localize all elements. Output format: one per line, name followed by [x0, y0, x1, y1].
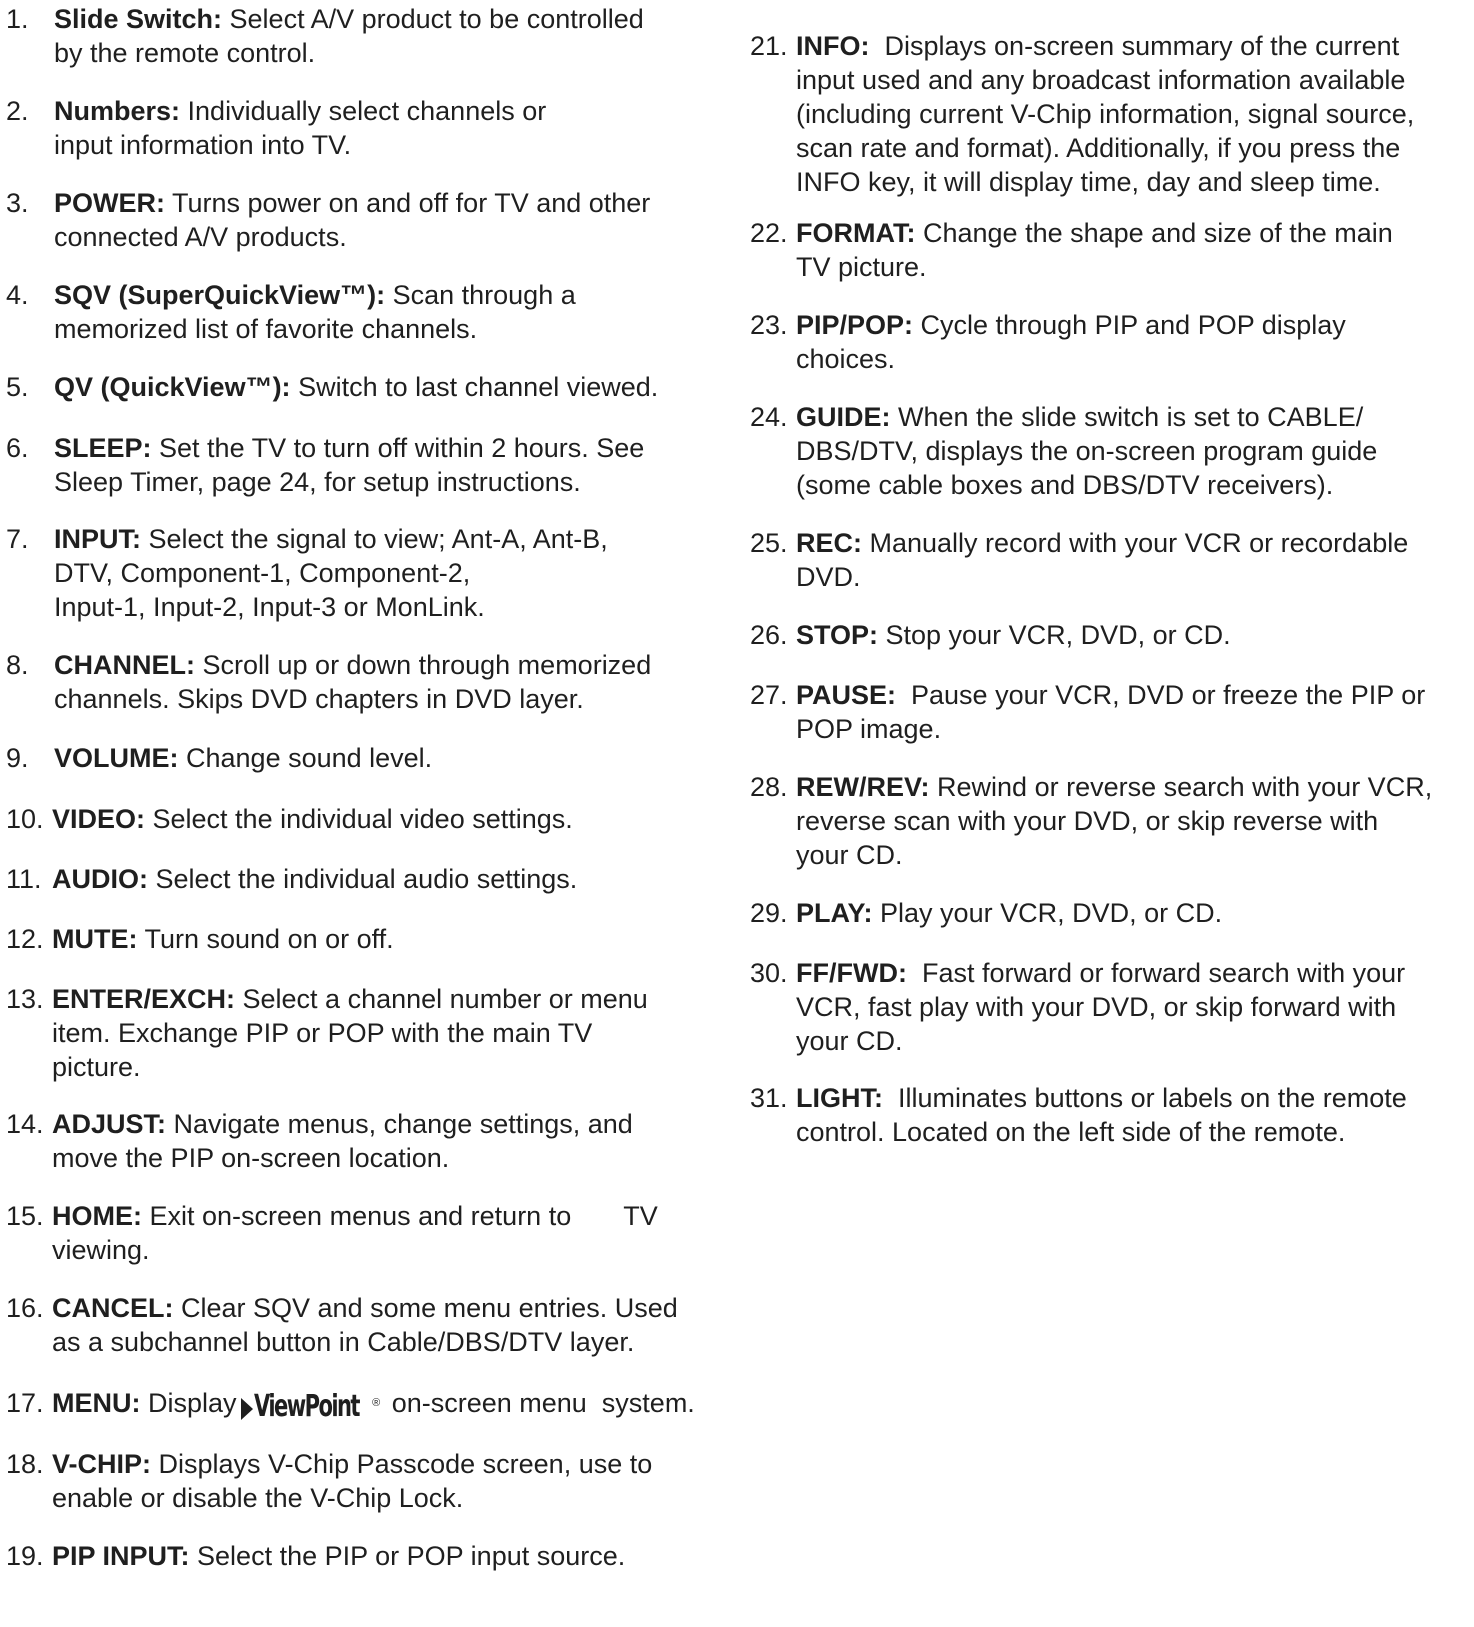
item-text-cont: input information into TV. — [54, 130, 352, 160]
list-item — [6, 741, 710, 775]
item-number: 29. — [750, 898, 788, 928]
list-item — [6, 862, 710, 896]
list-item — [750, 896, 1470, 930]
item-text: Exit on-screen menus and return to TV — [142, 1201, 658, 1231]
item-term: QV (QuickView™): — [54, 372, 291, 402]
item-number: 12. — [6, 924, 44, 954]
item-text-cont: control. Located on the left side of the remote. — [796, 1117, 1346, 1147]
item-text: Fast forward or forward search with your — [906, 958, 1406, 988]
item-term: V-CHIP: — [52, 1449, 152, 1479]
item-text-cont: your CD. — [796, 1026, 903, 1056]
item-text-cont: input used and any broadcast information available — [796, 65, 1406, 95]
item-text-cont: memorized list of favorite channels. — [54, 314, 478, 344]
item-text: Turns power on and off for TV and other — [165, 188, 651, 218]
item-term: CHANNEL: — [54, 650, 195, 680]
item-text: Manually record with your VCR or recordable — [862, 528, 1409, 558]
item-term: MENU: — [52, 1388, 141, 1418]
list-item — [6, 982, 710, 1084]
list-item — [6, 1199, 710, 1267]
item-term: FORMAT: — [796, 218, 916, 248]
registered-mark: ® — [372, 1397, 381, 1409]
item-term: FF/FWD: — [796, 958, 907, 988]
item-number: 10. — [6, 804, 44, 834]
item-number: 8. — [6, 650, 29, 680]
list-item — [6, 431, 710, 499]
item-term: POWER: — [54, 188, 165, 218]
item-term: PIP/POP: — [796, 310, 914, 340]
item-number: 4. — [6, 280, 29, 310]
item-text: Display — [140, 1388, 237, 1418]
list-item — [750, 770, 1470, 872]
item-number: 18. — [6, 1449, 44, 1479]
item-number: 15. — [6, 1201, 44, 1231]
item-term: INFO: — [796, 31, 870, 61]
list-item — [6, 278, 710, 346]
item-text: Select the signal to view; Ant-A, Ant-B, — [141, 524, 608, 554]
item-text-cont: channels. Skips DVD chapters in DVD layer. — [54, 684, 584, 714]
item-number: 27. — [750, 680, 788, 710]
item-number: 19. — [6, 1541, 44, 1571]
item-text: Select the individual video settings. — [145, 804, 573, 834]
item-term: CANCEL: — [52, 1293, 174, 1323]
item-number: 2. — [6, 96, 29, 126]
list-item — [750, 400, 1470, 502]
item-text: Play your VCR, DVD, or CD. — [872, 898, 1223, 928]
item-text-cont: TV picture. — [796, 252, 927, 282]
item-text-cont: reverse scan with your DVD, or skip reverse with — [796, 806, 1379, 836]
item-term: REW/REV: — [796, 772, 930, 802]
item-number: 7. — [6, 524, 29, 554]
item-text-cont: POP image. — [796, 714, 942, 744]
list-item — [750, 678, 1470, 746]
list-item — [750, 308, 1470, 376]
item-text-cont: move the PIP on-screen location. — [52, 1143, 450, 1173]
item-text-cont: enable or disable the V-Chip Lock. — [52, 1483, 464, 1513]
item-text-after: on-screen menu system. — [384, 1388, 695, 1418]
item-text-cont: DTV, Component-1, Component-2, — [54, 558, 471, 588]
item-text-cont: scan rate and format). Additionally, if you press the — [796, 133, 1401, 163]
list-item — [750, 1081, 1470, 1149]
viewpoint-logo-text: ViewPoint — [253, 1389, 359, 1424]
item-term: AUDIO: — [52, 864, 148, 894]
item-number: 26. — [750, 620, 788, 650]
list-item — [750, 29, 1470, 199]
item-term: HOME: — [52, 1201, 142, 1231]
item-number: 5. — [6, 372, 29, 402]
item-text-cont: Input-1, Input-2, Input-3 or MonLink. — [54, 592, 485, 622]
item-text: Scan through a — [385, 280, 576, 310]
item-text-cont: by the remote control. — [54, 38, 316, 68]
item-text-cont: connected A/V products. — [54, 222, 347, 252]
item-term: LIGHT: — [796, 1083, 883, 1113]
item-term: SQV (SuperQuickView™): — [54, 280, 386, 310]
item-number: 24. — [750, 402, 788, 432]
item-text: Select the PIP or POP input source. — [189, 1541, 626, 1571]
list-item — [6, 1107, 710, 1175]
item-text: Change sound level. — [178, 743, 433, 773]
item-number: 28. — [750, 772, 788, 802]
list-item — [750, 618, 1470, 652]
item-text: Navigate menus, change settings, and — [166, 1109, 633, 1139]
list-item — [750, 526, 1470, 594]
item-text: Pause your VCR, DVD or freeze the PIP or — [896, 680, 1426, 710]
item-number: 3. — [6, 188, 29, 218]
play-triangle-icon — [241, 1398, 253, 1420]
item-term: PLAY: — [796, 898, 873, 928]
item-text: Scroll up or down through memorized — [195, 650, 652, 680]
list-item — [6, 94, 710, 162]
item-text: Displays V-Chip Passcode screen, use to — [151, 1449, 653, 1479]
item-term: Slide Switch: — [54, 4, 223, 34]
item-text: Individually select channels or — [180, 96, 547, 126]
item-term: VOLUME: — [54, 743, 179, 773]
item-text-cont: DBS/DTV, displays the on-screen program guide — [796, 436, 1378, 466]
item-number: 25. — [750, 528, 788, 558]
item-text: Select A/V product to be controlled — [222, 4, 644, 34]
item-text: Select a channel number or menu — [235, 984, 648, 1014]
item-number: 30. — [750, 958, 788, 988]
list-item — [750, 216, 1470, 284]
item-number: 31. — [750, 1083, 788, 1113]
item-text-cont: viewing. — [52, 1235, 150, 1265]
list-item — [6, 1447, 710, 1515]
item-text-cont: item. Exchange PIP or POP with the main TV — [52, 1018, 593, 1048]
item-text: When the slide switch is set to CABLE/ — [890, 402, 1364, 432]
list-item — [750, 956, 1470, 1058]
item-term: VIDEO: — [52, 804, 146, 834]
item-text-cont: INFO key, it will display time, day and sleep time. — [796, 167, 1381, 197]
list-item — [6, 1539, 710, 1573]
list-item — [6, 922, 710, 956]
list-item — [6, 1291, 710, 1359]
item-term: PAUSE: — [796, 680, 897, 710]
list-item — [6, 1386, 710, 1424]
item-term: INPUT: — [54, 524, 141, 554]
item-text: Clear SQV and some menu entries. Used — [173, 1293, 678, 1323]
item-text-cont: as a subchannel button in Cable/DBS/DTV layer. — [52, 1327, 635, 1357]
item-term: SLEEP: — [54, 433, 152, 463]
item-term: PIP INPUT: — [52, 1541, 190, 1571]
item-number: 14. — [6, 1109, 44, 1139]
item-text: Cycle through PIP and POP display — [913, 310, 1346, 340]
item-number: 11. — [6, 864, 42, 894]
item-term: REC: — [796, 528, 862, 558]
item-text: Switch to last channel viewed. — [290, 372, 659, 402]
item-text: Stop your VCR, DVD, or CD. — [878, 620, 1231, 650]
item-number: 1. — [6, 4, 29, 34]
item-number: 13. — [6, 984, 44, 1014]
item-text-cont: your CD. — [796, 840, 903, 870]
list-item — [6, 648, 710, 716]
item-text-cont: choices. — [796, 344, 896, 374]
item-number: 9. — [6, 743, 29, 773]
list-item — [6, 522, 710, 624]
item-term: STOP: — [796, 620, 879, 650]
item-text: Change the shape and size of the main — [915, 218, 1393, 248]
item-text: Displays on-screen summary of the current — [869, 31, 1400, 61]
item-term: MUTE: — [52, 924, 138, 954]
item-text-cont: VCR, fast play with your DVD, or skip forward with — [796, 992, 1397, 1022]
item-text-cont: picture. — [52, 1052, 141, 1082]
list-item — [6, 802, 710, 836]
item-text-cont: DVD. — [796, 562, 861, 592]
item-term: ENTER/EXCH: — [52, 984, 236, 1014]
list-item — [6, 186, 710, 254]
item-text: Select the individual audio settings. — [148, 864, 578, 894]
item-text: Illuminates buttons or labels on the remote — [883, 1083, 1407, 1113]
item-number: 21. — [750, 31, 788, 61]
item-text-cont: (including current V-Chip information, signal source, — [796, 99, 1415, 129]
item-text-cont: Sleep Timer, page 24, for setup instructions. — [54, 467, 581, 497]
viewpoint-logo — [241, 1386, 381, 1424]
item-term: GUIDE: — [796, 402, 891, 432]
item-number: 22. — [750, 218, 788, 248]
item-text-cont: (some cable boxes and DBS/DTV receivers). — [796, 470, 1334, 500]
item-term: ADJUST: — [52, 1109, 167, 1139]
item-number: 17. — [6, 1388, 44, 1418]
item-number: 23. — [750, 310, 788, 340]
item-number: 6. — [6, 433, 29, 463]
item-text: Set the TV to turn off within 2 hours. See — [151, 433, 645, 463]
item-text: Turn sound on or off. — [137, 924, 394, 954]
item-text: Rewind or reverse search with your VCR, — [929, 772, 1433, 802]
item-term: Numbers: — [54, 96, 181, 126]
item-number: 16. — [6, 1293, 44, 1323]
list-item — [6, 2, 710, 70]
list-item — [6, 370, 710, 404]
